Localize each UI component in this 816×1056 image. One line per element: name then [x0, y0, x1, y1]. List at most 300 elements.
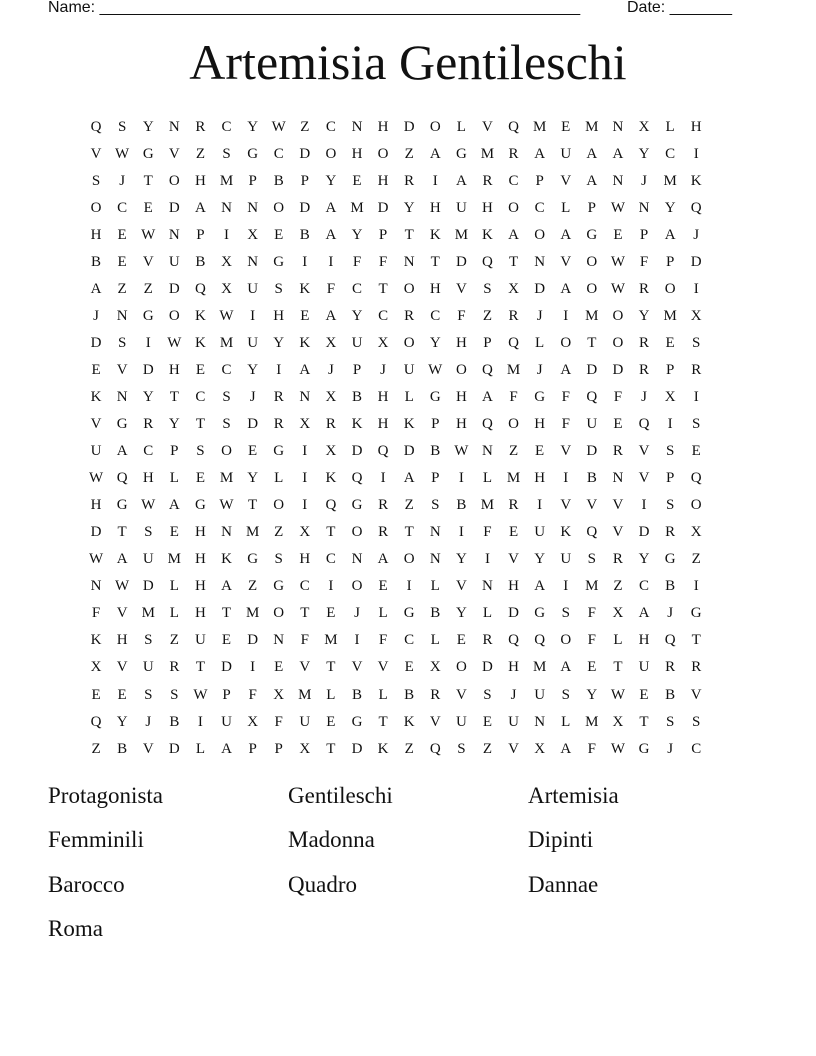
grid-row: [83, 383, 733, 410]
grid-row: [83, 248, 733, 275]
word-list-item: Gentileschi: [288, 783, 393, 808]
grid-letter: V: [429, 713, 441, 730]
word-list-item: Artemisia: [528, 783, 619, 808]
grid-letter: U: [403, 361, 415, 378]
grid-letter: J: [145, 713, 152, 730]
grid-letter: C: [639, 578, 650, 595]
grid-letter: O: [455, 659, 467, 676]
grid-letter: O: [325, 145, 337, 162]
grid-letter: M: [350, 199, 364, 216]
grid-letter: W: [610, 199, 625, 216]
grid-letter: A: [168, 497, 180, 514]
grid-letter: D: [403, 118, 415, 135]
word-list-item: Madonna: [288, 827, 375, 852]
grid-letter: E: [691, 443, 701, 460]
grid-letter: J: [510, 686, 517, 703]
grid-letter: D: [482, 659, 493, 676]
grid-letter: K: [299, 280, 311, 297]
grid-letter: V: [586, 497, 598, 514]
grid-letter: F: [91, 605, 101, 622]
grid-letter: P: [483, 334, 492, 351]
grid-row: [83, 411, 733, 438]
grid-letter: H: [142, 470, 154, 487]
grid-letter: R: [508, 307, 519, 324]
grid-letter: N: [482, 578, 493, 595]
grid-letter: L: [169, 605, 179, 622]
grid-letter: D: [586, 443, 598, 460]
grid-letter: S: [665, 713, 675, 730]
grid-letter: R: [273, 388, 284, 405]
grid-letter: L: [613, 632, 623, 649]
grid-letter: S: [587, 551, 596, 568]
grid-letter: X: [612, 605, 624, 622]
grid-letter: B: [299, 226, 310, 243]
grid-letter: A: [560, 361, 572, 378]
grid-letter: R: [639, 280, 650, 297]
grid-letter: W: [88, 470, 104, 487]
grid-letter: V: [90, 416, 102, 433]
grid-letter: R: [639, 334, 650, 351]
grid-letter: H: [429, 280, 441, 297]
grid-letter: I: [302, 497, 308, 514]
grid-letter: U: [299, 713, 311, 730]
grid-letter: X: [664, 388, 676, 405]
grid-letter: I: [667, 416, 673, 433]
grid-letter: G: [273, 253, 285, 270]
grid-row: [83, 302, 733, 329]
grid-letter: V: [638, 443, 650, 460]
grid-letter: C: [143, 443, 154, 460]
grid-letter: C: [378, 307, 389, 324]
grid-letter: Y: [116, 713, 128, 730]
grid-letter: M: [506, 470, 521, 487]
grid-letter: Y: [586, 686, 598, 703]
grid-letter: A: [116, 443, 128, 460]
grid-letter: H: [90, 226, 102, 243]
grid-letter: L: [404, 388, 414, 405]
grid-letter: J: [667, 605, 674, 622]
grid-letter: B: [351, 388, 362, 405]
grid-letter: B: [665, 578, 676, 595]
grid-letter: O: [455, 361, 467, 378]
grid-letter: O: [664, 280, 676, 297]
grid-letter: W: [167, 334, 182, 351]
grid-letter: L: [378, 605, 388, 622]
grid-letter: Z: [143, 280, 153, 297]
grid-letter: W: [141, 226, 156, 243]
grid-letter: F: [378, 253, 388, 270]
grid-letter: Y: [247, 470, 259, 487]
header-line: [48, 0, 748, 20]
grid-letter: K: [325, 470, 337, 487]
grid-letter: M: [663, 172, 677, 189]
grid-letter: N: [638, 199, 650, 216]
grid-letter: C: [351, 280, 362, 297]
grid-letter: E: [274, 226, 284, 243]
grid-letter: T: [326, 524, 336, 541]
grid-letter: F: [274, 713, 283, 730]
grid-letter: I: [145, 334, 151, 351]
grid-letter: S: [692, 713, 701, 730]
grid-letter: S: [274, 280, 283, 297]
grid-letter: T: [248, 497, 258, 514]
grid-letter: L: [482, 605, 493, 622]
grid-letter: D: [299, 199, 311, 216]
grid-letter: S: [483, 686, 492, 703]
grid-letter: X: [247, 713, 259, 730]
grid-letter: I: [537, 497, 543, 514]
grid-letter: N: [247, 199, 259, 216]
grid-letter: X: [690, 524, 702, 541]
grid-letter: Y: [534, 551, 546, 568]
grid-letter: X: [273, 686, 285, 703]
grid-letter: C: [508, 172, 519, 189]
grid-letter: Z: [300, 118, 310, 135]
grid-letter: F: [587, 740, 596, 757]
grid-letter: W: [428, 361, 443, 378]
grid-letter: C: [299, 578, 310, 595]
grid-letter: Q: [351, 470, 363, 487]
grid-letter: X: [299, 524, 311, 541]
grid-letter: C: [404, 632, 415, 649]
grid-letter: T: [195, 659, 205, 676]
grid-letter: U: [247, 334, 259, 351]
grid-letter: W: [115, 578, 130, 595]
grid-letter: V: [377, 659, 389, 676]
grid-letter: X: [325, 334, 337, 351]
grid-letter: L: [561, 199, 571, 216]
grid-letter: S: [196, 443, 205, 460]
grid-letter: M: [585, 307, 599, 324]
grid-row: [83, 654, 733, 681]
grid-letter: W: [610, 686, 625, 703]
grid-letter: I: [328, 578, 334, 595]
grid-letter: Q: [664, 632, 676, 649]
grid-letter: I: [693, 578, 699, 595]
grid-letter: U: [586, 416, 598, 433]
grid-letter: B: [117, 740, 128, 757]
grid-letter: Q: [534, 632, 546, 649]
grid-letter: Z: [169, 632, 179, 649]
grid-letter: H: [90, 497, 102, 514]
grid-letter: V: [168, 145, 180, 162]
grid-letter: G: [586, 226, 598, 243]
grid-letter: Z: [274, 524, 284, 541]
grid-letter: F: [561, 388, 570, 405]
grid-letter: V: [116, 659, 128, 676]
grid-letter: T: [221, 605, 232, 622]
grid-letter: H: [482, 199, 493, 216]
grid-letter: E: [665, 334, 675, 351]
grid-letter: W: [219, 307, 234, 324]
grid-letter: N: [247, 253, 259, 270]
grid-letter: B: [404, 686, 415, 703]
grid-letter: Q: [508, 632, 519, 649]
grid-letter: O: [612, 307, 624, 324]
grid-letter: F: [457, 307, 466, 324]
grid-letter: L: [326, 686, 336, 703]
grid-letter: Z: [613, 578, 623, 595]
grid-letter: T: [430, 253, 440, 270]
grid-letter: S: [692, 334, 701, 351]
grid-letter: P: [378, 226, 388, 243]
grid-letter: Y: [455, 551, 467, 568]
word-list-item: Barocco: [48, 872, 125, 897]
grid-letter: X: [638, 118, 650, 135]
grid-letter: J: [249, 388, 256, 405]
grid-letter: P: [587, 199, 596, 216]
grid-letter: A: [221, 578, 232, 595]
grid-letter: V: [508, 551, 519, 568]
grid-letter: K: [221, 551, 232, 568]
grid-letter: A: [534, 578, 546, 595]
grid-letter: R: [169, 659, 180, 676]
grid-letter: D: [586, 361, 598, 378]
grid-letter: T: [300, 605, 310, 622]
grid-letter: Q: [90, 118, 102, 135]
grid-letter: P: [665, 253, 675, 270]
grid-letter: H: [508, 578, 519, 595]
grid-letter: M: [454, 226, 469, 243]
grid-letter: P: [535, 172, 544, 189]
grid-letter: K: [195, 307, 206, 324]
grid-letter: Z: [404, 497, 414, 514]
grid-letter: U: [560, 551, 572, 568]
grid-letter: A: [534, 145, 546, 162]
grid-letter: H: [429, 199, 441, 216]
grid-letter: F: [248, 686, 257, 703]
grid-letter: Z: [117, 280, 127, 297]
grid-letter: H: [116, 632, 128, 649]
grid-letter: Q: [690, 199, 702, 216]
grid-letter: V: [299, 659, 311, 676]
grid-letter: N: [273, 632, 285, 649]
grid-letter: U: [560, 145, 572, 162]
grid-letter: O: [221, 443, 232, 460]
grid-letter: F: [352, 253, 362, 270]
grid-letter: F: [509, 388, 518, 405]
grid-letter: U: [455, 713, 467, 730]
grid-letter: E: [195, 470, 205, 487]
grid-letter: Q: [638, 416, 650, 433]
grid-letter: Y: [247, 361, 259, 378]
word-list-item: Femminili: [48, 827, 144, 852]
name-field-label: Name: ______________________________________________________: [48, 0, 581, 16]
grid-letter: C: [195, 388, 206, 405]
grid-letter: A: [377, 551, 389, 568]
grid-letter: R: [665, 524, 676, 541]
grid-letter: T: [326, 659, 336, 676]
grid-letter: O: [351, 578, 363, 595]
grid-letter: B: [456, 497, 467, 514]
grid-letter: H: [299, 551, 311, 568]
grid-letter: R: [378, 524, 389, 541]
grid-letter: V: [142, 253, 154, 270]
grid-letter: H: [195, 524, 206, 541]
grid-letter: H: [195, 551, 206, 568]
grid-letter: A: [221, 740, 232, 757]
grid-letter: I: [380, 470, 386, 487]
grid-letter: M: [506, 361, 521, 378]
grid-letter: Q: [508, 118, 519, 135]
grid-letter: G: [142, 145, 154, 162]
grid-letter: Q: [690, 470, 702, 487]
grid-letter: N: [429, 551, 441, 568]
grid-letter: B: [430, 605, 441, 622]
grid-letter: A: [299, 361, 311, 378]
grid-letter: T: [195, 416, 205, 433]
grid-letter: T: [169, 388, 179, 405]
grid-letter: E: [326, 713, 336, 730]
grid-letter: H: [455, 416, 467, 433]
grid-row: [83, 221, 733, 248]
grid-letter: N: [168, 226, 180, 243]
grid-letter: J: [693, 226, 700, 243]
grid-letter: M: [480, 145, 495, 162]
grid-letter: I: [276, 361, 282, 378]
grid-letter: K: [690, 172, 702, 189]
grid-letter: U: [221, 713, 232, 730]
grid-letter: E: [352, 172, 362, 189]
grid-letter: D: [90, 334, 102, 351]
grid-letter: E: [117, 226, 127, 243]
grid-letter: Y: [429, 334, 441, 351]
grid-letter: A: [403, 470, 415, 487]
grid-letter: M: [480, 497, 495, 514]
grid-letter: H: [377, 172, 389, 189]
grid-letter: O: [273, 199, 285, 216]
grid-letter: Q: [508, 334, 519, 351]
grid-letter: H: [168, 361, 180, 378]
grid-letter: S: [144, 632, 153, 649]
grid-letter: U: [168, 253, 180, 270]
grid-row: [83, 600, 733, 627]
grid-letter: U: [534, 524, 546, 541]
grid-letter: I: [458, 524, 464, 541]
grid-letter: L: [378, 686, 388, 703]
grid-letter: T: [613, 659, 623, 676]
grid-letter: D: [612, 361, 624, 378]
grid-letter: M: [663, 307, 677, 324]
grid-row: [83, 194, 733, 221]
grid-letter: F: [326, 280, 336, 297]
grid-letter: S: [144, 686, 153, 703]
grid-letter: G: [429, 388, 441, 405]
grid-letter: Z: [508, 443, 519, 460]
grid-row: [83, 708, 733, 735]
grid-letter: K: [403, 416, 415, 433]
grid-letter: D: [690, 253, 702, 270]
grid-letter: B: [665, 686, 676, 703]
grid-letter: S: [665, 497, 675, 514]
grid-letter: N: [612, 172, 624, 189]
grid-letter: A: [429, 145, 441, 162]
grid-letter: L: [561, 713, 571, 730]
grid-letter: P: [431, 416, 440, 433]
grid-letter: D: [247, 416, 259, 433]
grid-letter: A: [560, 740, 572, 757]
grid-letter: Q: [482, 361, 493, 378]
grid-letter: G: [116, 416, 128, 433]
grid-letter: Z: [195, 145, 205, 162]
grid-letter: P: [248, 172, 257, 189]
grid-letter: S: [274, 551, 283, 568]
grid-letter: N: [221, 524, 232, 541]
grid-letter: G: [142, 307, 154, 324]
grid-row: [83, 681, 733, 708]
grid-letter: Y: [664, 199, 676, 216]
grid-letter: L: [665, 118, 675, 135]
grid-letter: S: [483, 280, 492, 297]
grid-letter: L: [430, 578, 440, 595]
grid-letter: O: [586, 253, 598, 270]
grid-letter: E: [221, 632, 232, 649]
grid-letter: E: [639, 686, 649, 703]
grid-letter: G: [455, 145, 467, 162]
grid-letter: T: [508, 253, 519, 270]
grid-letter: I: [563, 307, 569, 324]
grid-letter: H: [638, 632, 650, 649]
grid-letter: K: [560, 524, 572, 541]
grid-letter: N: [612, 118, 624, 135]
grid-letter: M: [141, 605, 155, 622]
grid-letter: A: [325, 307, 337, 324]
grid-letter: D: [351, 443, 363, 460]
grid-letter: R: [639, 361, 650, 378]
grid-letter: O: [273, 605, 285, 622]
grid-letter: V: [455, 280, 467, 297]
grid-letter: D: [247, 632, 259, 649]
grid-letter: R: [404, 307, 415, 324]
grid-letter: B: [586, 470, 597, 487]
grid-letter: R: [430, 686, 441, 703]
grid-letter: K: [90, 388, 102, 405]
grid-letter: P: [196, 226, 205, 243]
grid-letter: S: [457, 740, 466, 757]
grid-row: [83, 546, 733, 573]
grid-letter: F: [613, 388, 623, 405]
grid-letter: N: [116, 307, 128, 324]
grid-letter: V: [116, 605, 128, 622]
grid-letter: S: [222, 416, 231, 433]
grid-letter: K: [299, 334, 311, 351]
grid-letter: M: [585, 118, 599, 135]
grid-letter: Y: [325, 172, 337, 189]
grid-letter: S: [170, 686, 179, 703]
grid-letter: I: [432, 172, 438, 189]
grid-letter: S: [91, 172, 101, 189]
grid-letter: X: [221, 253, 232, 270]
grid-letter: X: [690, 307, 702, 324]
grid-letter: I: [328, 253, 334, 270]
grid-letter: L: [169, 470, 179, 487]
grid-letter: M: [167, 551, 181, 568]
grid-letter: L: [195, 740, 205, 757]
grid-letter: E: [117, 253, 127, 270]
grid-letter: A: [560, 659, 572, 676]
grid-letter: B: [195, 253, 206, 270]
grid-letter: V: [116, 361, 128, 378]
grid-letter: A: [90, 280, 102, 297]
grid-letter: U: [455, 199, 467, 216]
grid-letter: I: [641, 497, 647, 514]
grid-letter: V: [560, 172, 572, 189]
grid-letter: F: [639, 253, 649, 270]
grid-letter: N: [429, 524, 441, 541]
grid-letter: N: [299, 388, 311, 405]
grid-letter: W: [219, 497, 234, 514]
grid-letter: Z: [91, 740, 101, 757]
